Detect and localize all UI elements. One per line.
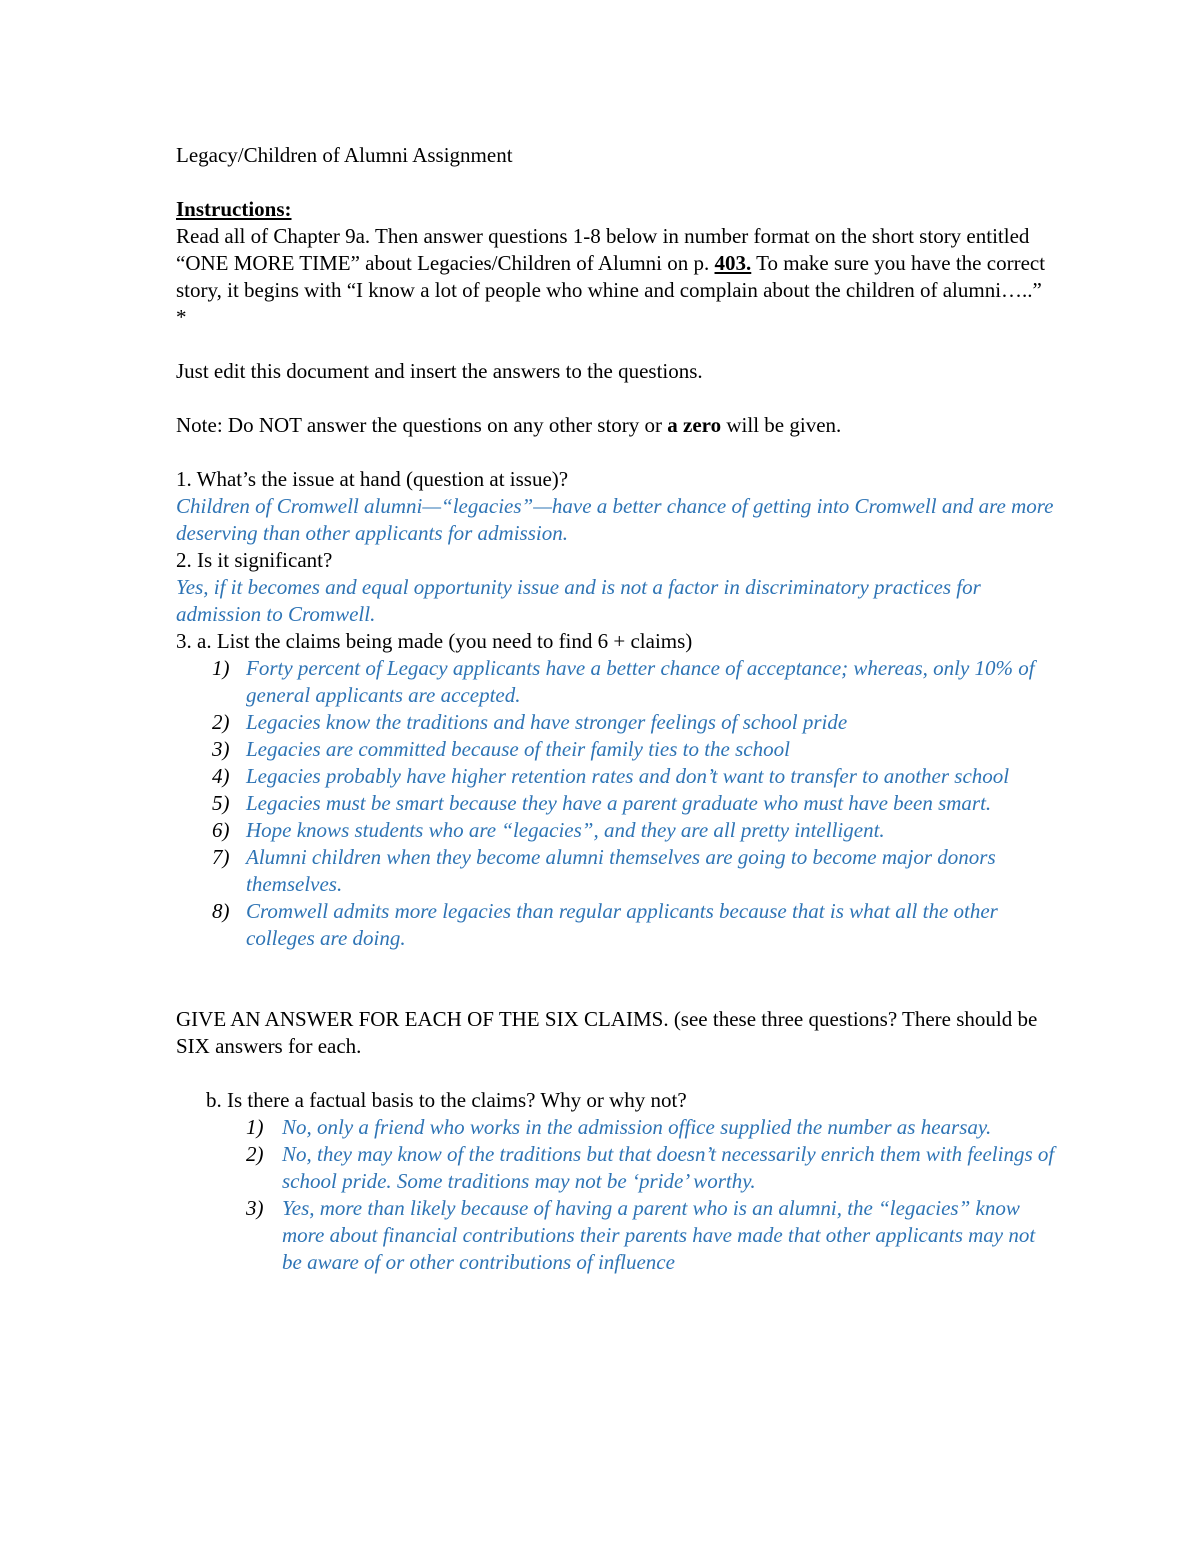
list-item[interactable] xyxy=(176,790,1056,817)
six-claims-instruction: GIVE AN ANSWER FOR EACH OF THE SIX CLAIMS. (see these three questions? There should be SIX answers for each. xyxy=(176,1007,1038,1058)
question-1: 1. What’s the issue at hand (question at issue)? xyxy=(176,467,569,491)
list-item[interactable] xyxy=(176,655,1056,709)
factual-basis-list xyxy=(176,1114,1056,1276)
instructions-heading: Instructions: xyxy=(176,197,292,221)
list-item[interactable] xyxy=(176,709,1056,736)
question-3a: 3. a. List the claims being made (you need to find 6 + claims) xyxy=(176,629,693,653)
claim-text: Hope knows students who are “legacies”, and they are all pretty intelligent. xyxy=(246,818,885,842)
list-number: 1) xyxy=(212,656,230,680)
instructions-text: Read all of Chapter 9a. Then answer questions 1-8 below in number format on the short story entitled “ONE MORE TIME” about Legacies/Children of Alumni on p. xyxy=(176,224,1030,275)
list-item[interactable] xyxy=(176,736,1056,763)
warning-pre: Note: Do NOT answer the questions on any other story or xyxy=(176,413,668,437)
instructions-text-cont: To make sure you have the correct story, it begins with “I know a lot of people who whine and complain about the children of alumni…..” * xyxy=(176,251,1046,329)
list-number: 4) xyxy=(212,764,230,788)
list-number: 6) xyxy=(212,818,230,842)
claim-text: Cromwell admits more legacies than regular applicants because that is what all the other colleges are doing. xyxy=(246,899,998,950)
claims-list xyxy=(176,655,1056,952)
page-number: 403. xyxy=(714,251,752,275)
list-number: 8) xyxy=(212,899,230,923)
document-title: Legacy/Children of Alumni Assignment xyxy=(176,143,513,167)
question-3b: b. Is there a factual basis to the claims? Why or why not? xyxy=(206,1088,687,1112)
list-number: 1) xyxy=(246,1115,264,1139)
list-item[interactable] xyxy=(176,1114,1056,1141)
list-number: 5) xyxy=(212,791,230,815)
list-item[interactable] xyxy=(176,763,1056,790)
list-item[interactable] xyxy=(176,1141,1056,1195)
claim-text: Legacies probably have higher retention rates and don’t want to transfer to another school xyxy=(246,764,1010,788)
warning-note xyxy=(176,412,1056,439)
warning-post: will be given. xyxy=(721,413,842,437)
claim-text: Legacies must be smart because they have a parent graduate who must have been smart. xyxy=(246,791,992,815)
question-2: 2. Is it significant? xyxy=(176,548,333,572)
claim-text: Forty percent of Legacy applicants have a better chance of acceptance; whereas, only 10% of general applicants are accepted. xyxy=(246,656,1035,707)
list-number: 2) xyxy=(212,710,230,734)
warning-bold: a zero xyxy=(667,413,722,437)
list-number: 7) xyxy=(212,845,230,869)
edit-note: Just edit this document and insert the answers to the questions. xyxy=(176,359,703,383)
list-number: 2) xyxy=(246,1142,264,1166)
list-number: 3) xyxy=(212,737,230,761)
list-item[interactable] xyxy=(176,844,1056,898)
answer-text: No, they may know of the traditions but that doesn’t necessarily enrich them with feelings of school pride. Some traditions may not be ‘pride’ worthy. xyxy=(282,1142,1055,1193)
document-body xyxy=(176,142,1056,1276)
claim-text: Alumni children when they become alumni themselves are going to become major donors themselves. xyxy=(246,845,996,896)
list-item[interactable] xyxy=(176,1195,1056,1276)
list-item[interactable] xyxy=(176,898,1056,952)
answer-2[interactable]: Yes, if it becomes and equal opportunity issue and is not a factor in discriminatory practices for admission to Cromwell. xyxy=(176,575,981,626)
answer-1[interactable]: Children of Cromwell alumni—“legacies”—have a better chance of getting into Cromwell and are more deserving than other applicants for admission. xyxy=(176,494,1054,545)
answer-text: No, only a friend who works in the admission office supplied the number as hearsay. xyxy=(282,1115,992,1139)
answer-text: Yes, more than likely because of having a parent who is an alumni, the “legacies” know more about financial contributions their parents have made that other applicants may not be aware of or other contributions of influence xyxy=(282,1196,1036,1274)
instructions-paragraph xyxy=(176,223,1056,331)
list-item[interactable] xyxy=(176,817,1056,844)
claim-text: Legacies are committed because of their family ties to the school xyxy=(246,737,790,761)
list-number: 3) xyxy=(246,1196,264,1220)
claim-text: Legacies know the traditions and have stronger feelings of school pride xyxy=(246,710,848,734)
